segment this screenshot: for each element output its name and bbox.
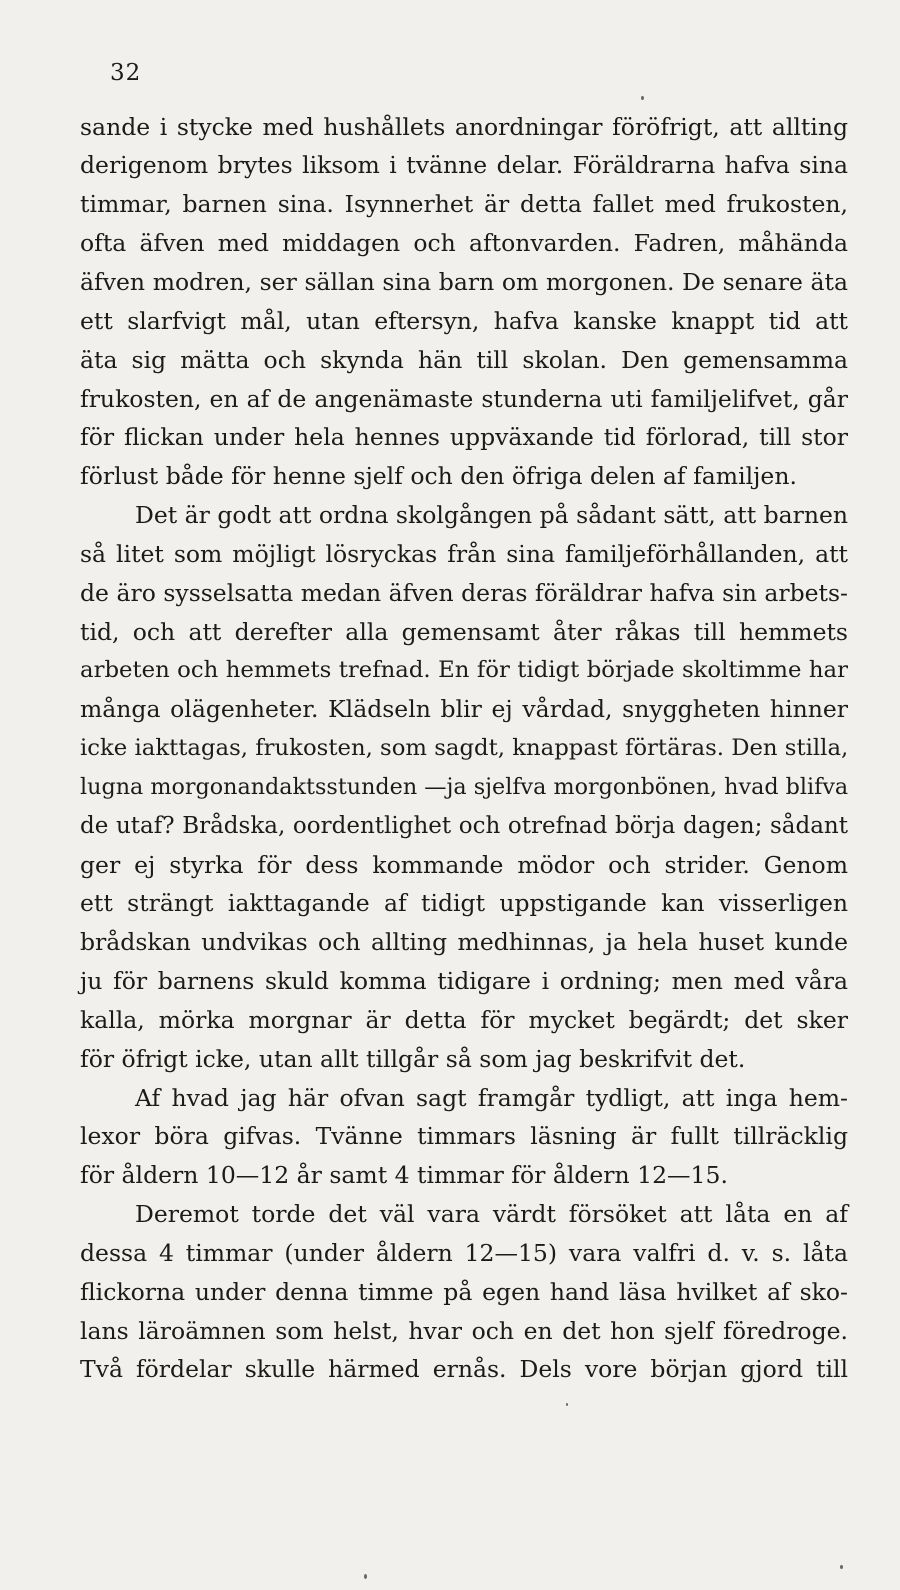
text-line: de äro sysselsatta medan äfven deras föräldrar hafva sin arbets- [80,579,848,607]
text-line: ett strängt iakttagande af tidigt uppstigande kan visserligen [80,889,848,917]
paper-speck [641,96,644,100]
text-line: lans läroämnen som helst, hvar och en det hon sjelf föredroge. [80,1317,848,1345]
text-line: Af hvad jag här ofvan sagt framgår tydligt, att inga hem- [135,1084,848,1112]
paper-speck [566,1403,568,1406]
paper-speck [364,1574,367,1579]
text-line: icke iakttagas, frukosten, som sagdt, knappast förtäras. Den stilla, [80,735,849,761]
text-line: derigenom brytes liksom i tvänne delar. Föräldrarna hafva sina [80,151,848,179]
text-line: flickorna under denna timme på egen hand läsa hvilket af sko- [80,1278,848,1306]
text-line: lexor böra gifvas. Tvänne timmars läsning är fullt tillräcklig [80,1122,848,1150]
text-line: sande i stycke med hushållets anordningar föröfrigt, att allting [80,113,848,141]
text-line: kalla, mörka morgnar är detta för mycket begärdt; det sker [80,1006,848,1034]
text-line: för öfrigt icke, utan allt tillgår så som jag beskrifvit det. [80,1045,746,1073]
text-line: de utaf? Brådska, oordentlighet och otrefnad börja dagen; sådant [80,813,848,839]
page-number: 32 [110,60,142,86]
text-line: arbeten och hemmets trefnad. En för tidigt började skoltimme har [80,657,848,683]
text-line: tid, och att derefter alla gemensamt åter råkas till hemmets [80,618,848,646]
text-line: Två fördelar skulle härmed ernås. Dels vore början gjord till [80,1355,848,1383]
text-line: förlust både för henne sjelf och den öfriga delen af familjen. [80,462,797,490]
text-line: Deremot torde det väl vara värdt försöket att låta en af [135,1200,848,1228]
text-line: för åldern 10—12 år samt 4 timmar för åldern 12—15. [80,1161,728,1189]
text-line: för flickan under hela hennes uppväxande tid förlorad, till stor [80,423,848,451]
text-line: äta sig mätta och skynda hän till skolan. Den gemensamma [80,346,848,374]
text-line: timmar, barnen sina. Isynnerhet är detta fallet med frukosten, [80,190,848,218]
text-line: ett slarfvigt mål, utan eftersyn, hafva kanske knappt tid att [80,307,848,335]
text-line: brådskan undvikas och allting medhinnas, ja hela huset kunde [80,928,848,956]
text-line: lugna morgonandaktsstunden —ja sjelfva morgonbönen, hvad blifva [80,774,849,800]
text-line: ju för barnens skuld komma tidigare i ordning; men med våra [80,967,848,995]
text-line: många olägenheter. Klädseln blir ej vårdad, snyggheten hinner [80,695,848,723]
text-line: äfven modren, ser sällan sina barn om morgonen. De senare äta [80,268,848,296]
text-line: ofta äfven med middagen och aftonvarden. Fadren, måhända [80,229,848,257]
text-line: så litet som möjligt lösryckas från sina familjeförhållanden, att [80,540,848,568]
text-line: frukosten, en af de angenämaste stunderna uti familjelifvet, går [80,385,848,413]
text-line: dessa 4 timmar (under åldern 12—15) vara valfri d. v. s. låta [80,1239,848,1267]
text-line: ger ej styrka för dess kommande mödor och strider. Genom [80,851,848,879]
text-line: Det är godt att ordna skolgången på sådant sätt, att barnen [135,501,849,529]
paper-speck [840,1565,843,1569]
